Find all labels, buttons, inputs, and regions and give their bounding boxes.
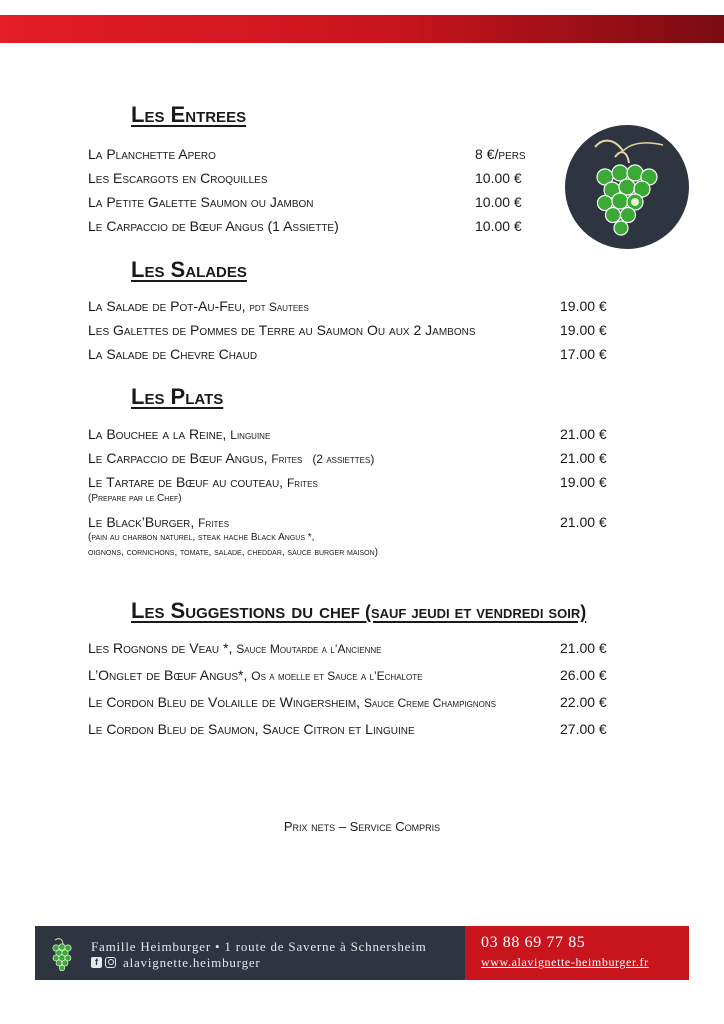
price-note: Prix nets – Service Compris (283, 819, 441, 834)
menu-item-name: Le Black’Burger, Frites (88, 514, 230, 530)
menu-item-name: Les Rognons de Veau *, Sauce Moutarde a l’Ancienne (88, 640, 382, 656)
menu-item-price: 21.00 € (560, 426, 607, 442)
instagram-icon[interactable] (105, 957, 116, 968)
menu-item-price: 19.00 € (560, 322, 607, 338)
menu-item-name: Le Carpaccio de Bœuf Angus (1 Assiette) (88, 218, 339, 234)
menu-item-name: Le Cordon Bleu de Saumon, Sauce Citron et Linguine (88, 721, 415, 737)
menu-item-name: Le Cordon Bleu de Volaille de Wingersheim, Sauce Creme Champignons (88, 694, 496, 710)
section-title-salades: Les Salades (131, 257, 247, 282)
menu-item-name: La Bouchee a la Reine, Linguine (88, 426, 271, 442)
menu-item-name: La Salade de Chevre Chaud (88, 346, 258, 362)
menu-item-note: (pain au charbon naturel, steak hache Black Angus *, (88, 532, 315, 543)
menu-item-price: 22.00 € (560, 694, 607, 710)
menu-item-name: Les Galettes de Pommes de Terre au Saumon Ou aux 2 Jambons (88, 322, 476, 338)
menu-item-price: 10.00 € (475, 170, 522, 186)
footer-address: Famille Heimburger • 1 route de Saverne à Schnersheim (91, 939, 427, 954)
menu-item-name: La Planchette Apero (88, 146, 216, 162)
menu-item-price: 21.00 € (560, 450, 607, 466)
menu-item-price: 19.00 € (560, 298, 607, 314)
footer-phone[interactable]: 03 88 69 77 85 (481, 934, 586, 951)
top-red-banner (0, 15, 724, 43)
grape-logo (565, 125, 689, 249)
menu-item-price: 21.00 € (560, 514, 607, 530)
menu-item-price: 10.00 € (475, 194, 522, 210)
menu-item-price: 10.00 € (475, 218, 522, 234)
menu-item-price: 8 €/pers (475, 146, 526, 162)
facebook-icon[interactable]: f (91, 957, 102, 968)
menu-item-price: 27.00 € (560, 721, 607, 737)
menu-item-note: (Prepare par le Chef) (88, 493, 182, 504)
footer-website-link[interactable]: www.alavignette-heimburger.fr (481, 955, 649, 969)
menu-item-name: Le Tartare de Bœuf au couteau, Frites (88, 474, 318, 490)
footer-social-handle[interactable]: alavignette.heimburger (123, 955, 261, 970)
menu-item-price: 26.00 € (560, 667, 607, 683)
menu-item-name: La Salade de Pot-Au-Feu, pdt Sautees (88, 298, 309, 314)
menu-item-name: Le Carpaccio de Bœuf Angus, Frites (2 assiettes) (88, 450, 375, 466)
menu-item-name: L’Onglet de Bœuf Angus*, Os a moelle et Sauce a l’Echalote (88, 667, 423, 683)
grape-icon (51, 937, 73, 971)
section-title-entrees: Les Entrees (131, 102, 247, 127)
section-title-plats: Les Plats (131, 384, 224, 409)
menu-item-name: Les Escargots en Croquilles (88, 170, 268, 186)
menu-item-price: 19.00 € (560, 474, 607, 490)
menu-item-note: oignons, cornichons, tomate, salade, cheddar, sauce burger maison) (88, 547, 378, 558)
menu-item-price: 21.00 € (560, 640, 607, 656)
menu-item-price: 17.00 € (560, 346, 607, 362)
footer-banner (35, 926, 689, 980)
footer-left-panel (35, 926, 465, 980)
grape-icon (565, 125, 689, 249)
footer-right-panel (465, 926, 689, 980)
menu-item-name: La Petite Galette Saumon ou Jambon (88, 194, 314, 210)
section-title-suggestions: Les Suggestions du chef (sauf jeudi et vendredi soir) (131, 598, 587, 623)
